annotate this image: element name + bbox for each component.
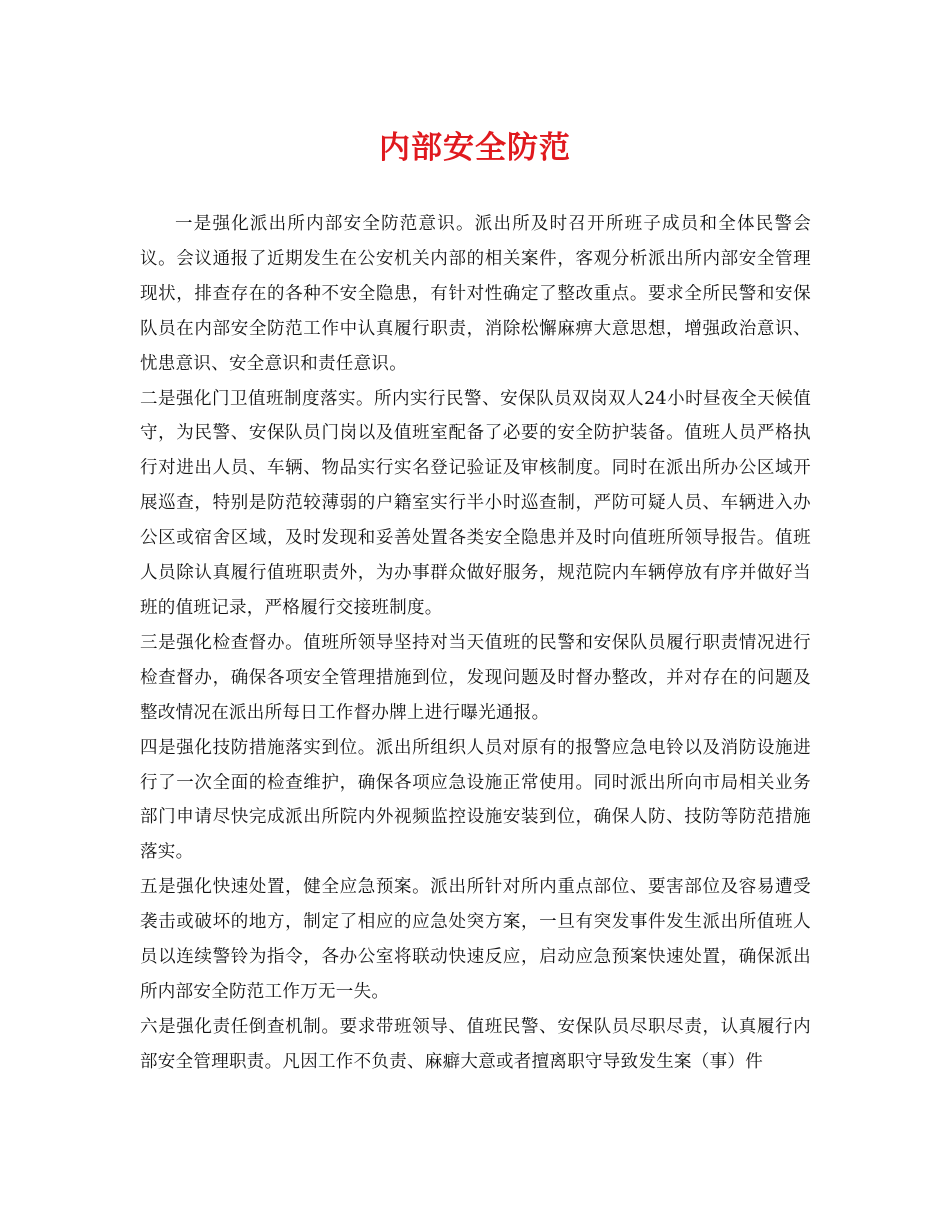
paragraph-3: 三是强化检查督办。值班所领导坚持对当天值班的民警和安保队员履行职责情况进行检查督办，确保各项安全管理措施到位，发现问题及时督办整改，并对存在的问题及整改情况在派出所每日工作督办牌上进行曝光通报。 (140, 632, 811, 723)
document-body (140, 207, 811, 1080)
paragraph-1: 一是强化派出所内部安全防范意识。派出所及时召开所班子成员和全体民警会议。会议通报了近期发生在公安机关内部的相关案件，客观分析派出所内部安全管理现状，排查存在的各种不安全隐患，有针对性确定了整改重点。要求全所民警和安保队员在内部安全防范工作中认真履行职责，消除松懈麻痹大意思想，增强政治意识、忧患意识、安全意识和责任意识。 (140, 214, 811, 374)
paragraph-6: 六是强化责任倒查机制。要求带班领导、值班民警、安保队员尽职尽责，认真履行内部安全管理职责。凡因工作不负责、麻癖大意或者擅离职守导致发生案（事）件 (140, 1016, 811, 1072)
paragraph-4: 四是强化技防措施落实到位。派出所组织人员对原有的报警应急电铃以及消防设施进行了一次全面的检查维护，确保各项应急设施正常使用。同时派出所向市局相关业务部门申请尽快完成派出所院内外视频监控设施安装到位，确保人防、技防等防范措施落实。 (140, 737, 811, 863)
document-title: 内部安全防范 (379, 130, 571, 166)
paragraph-2: 二是强化门卫值班制度落实。所内实行民警、安保队员双岗双人24小时昼夜全天候值守，为民警、安保队员门岗以及值班室配备了必要的安全防护装备。值班人员严格执行对进出人员、车辆、物品实行实名登记验证及审核制度。同时在派出所办公区域开展巡查，特别是防范较薄弱的户籍室实行半小时巡查制，严防可疑人员、车辆进入办公区或宿舍区域，及时发现和妥善处置各类安全隐患并及时向值班所领导报告。值班人员除认真履行值班职责外，为办事群众做好服务，规范院内车辆停放有序并做好当班的值班记录，严格履行交接班制度。 (140, 388, 811, 618)
paragraph-5: 五是强化快速处置，健全应急预案。派出所针对所内重点部位、要害部位及容易遭受袭击或破坏的地方，制定了相应的应急处突方案，一旦有突发事件发生派出所值班人员以连续警铃为指令，各办公室将联动快速反应，启动应急预案快速处置，确保派出所内部安全防范工作万无一失。 (140, 877, 811, 1002)
